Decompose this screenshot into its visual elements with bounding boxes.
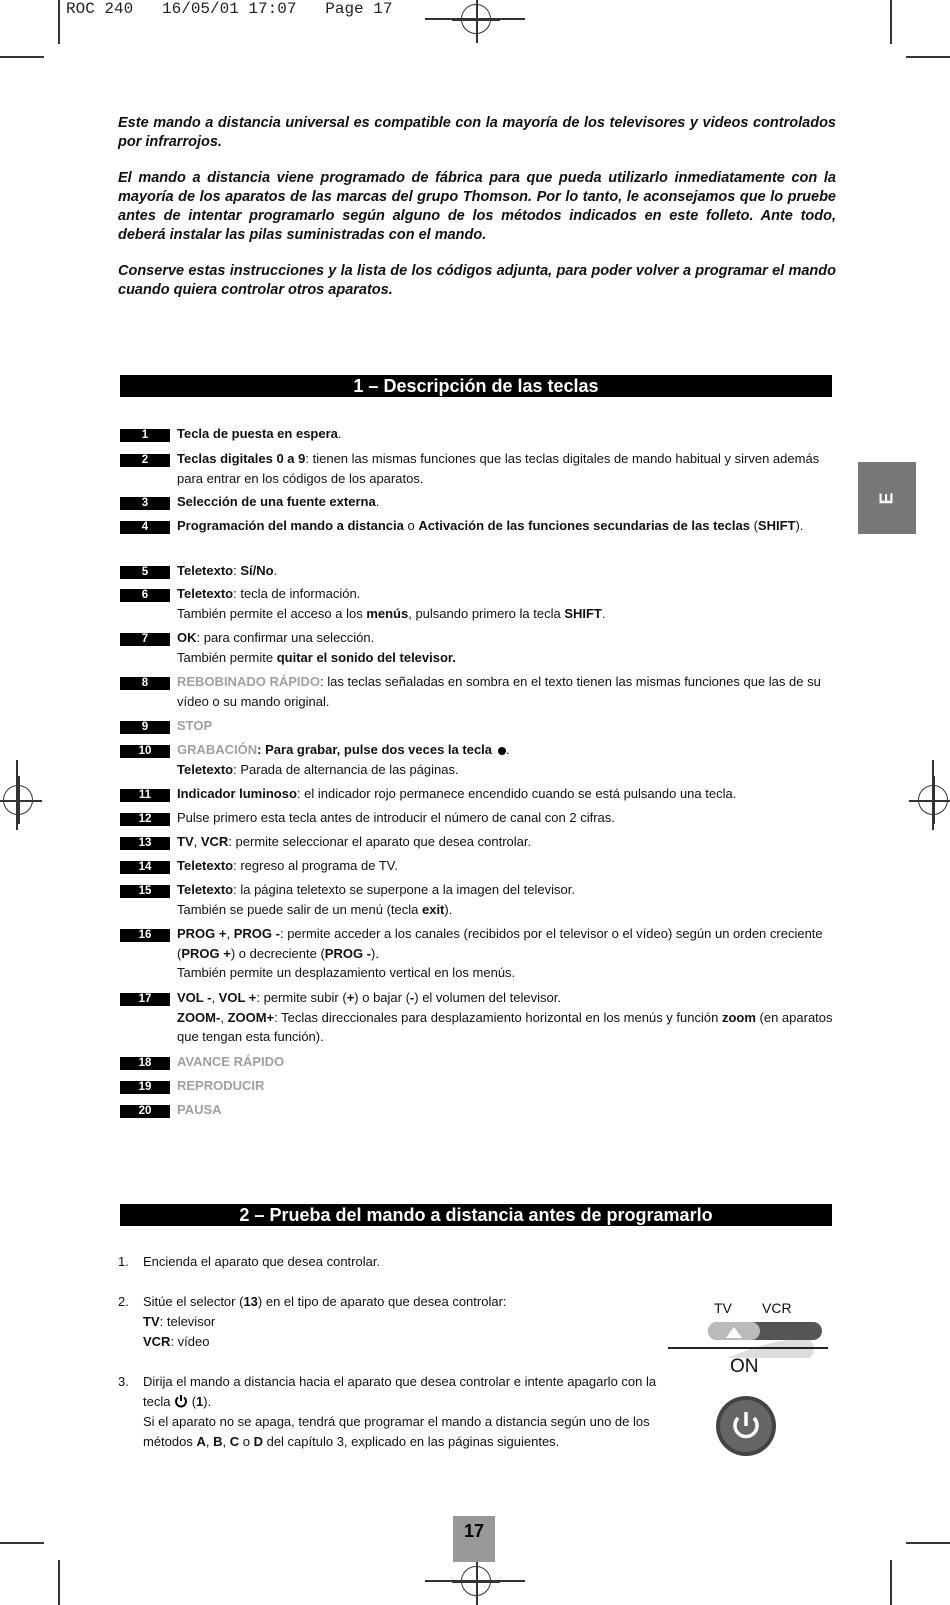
intro-paragraph: Este mando a distancia universal es compatible con la mayoría de los televisores y videos controlados por infrarrojos. [118, 115, 836, 150]
crop-mark [906, 1542, 950, 1544]
crop-mark [0, 56, 44, 58]
remote-illustration [668, 1298, 843, 1468]
crop-mark [890, 0, 892, 44]
language-tab: E [858, 462, 916, 534]
section-title: 2 – Prueba del mando a distancia antes de programarlo [120, 1204, 832, 1226]
crop-mark [890, 1560, 892, 1605]
crop-mark [0, 1542, 44, 1544]
registration-mark-icon [918, 785, 948, 815]
tv-label: TV [714, 1300, 732, 1316]
page-number: 17 [453, 1516, 495, 1562]
section-title: 1 – Descripción de las teclas [120, 375, 832, 397]
crop-mark [58, 0, 60, 44]
intro-text [118, 114, 836, 317]
selector-switch-icon [668, 1316, 843, 1456]
record-dot-icon [498, 747, 506, 755]
registration-mark-icon [3, 785, 33, 815]
power-icon [174, 1394, 188, 1408]
intro-paragraph: Conserve estas instrucciones y la lista de los códigos adjunta, para poder volver a programar el mando cuando quiera controlar otros aparatos. [118, 263, 836, 298]
intro-paragraph: El mando a distancia viene programado de fábrica para que pueda utilizarlo inmediatamente con la mayoría de los aparatos de las marcas del grupo Thomson. Por lo tanto, le aconsejamos que lo pruebe antes de intentar programarlo según alguno de los métodos indicados en este folleto. Ante todo, deberá instalar las pilas suministradas con el mando. [118, 170, 836, 243]
crop-mark [906, 56, 950, 58]
on-label: ON [730, 1356, 759, 1377]
registration-mark-icon [461, 1566, 491, 1596]
vcr-label: VCR [762, 1300, 792, 1316]
registration-mark-icon [461, 4, 491, 34]
print-header: ROC 240 16/05/01 17:07 Page 17 [66, 0, 393, 18]
crop-mark [58, 1560, 60, 1605]
